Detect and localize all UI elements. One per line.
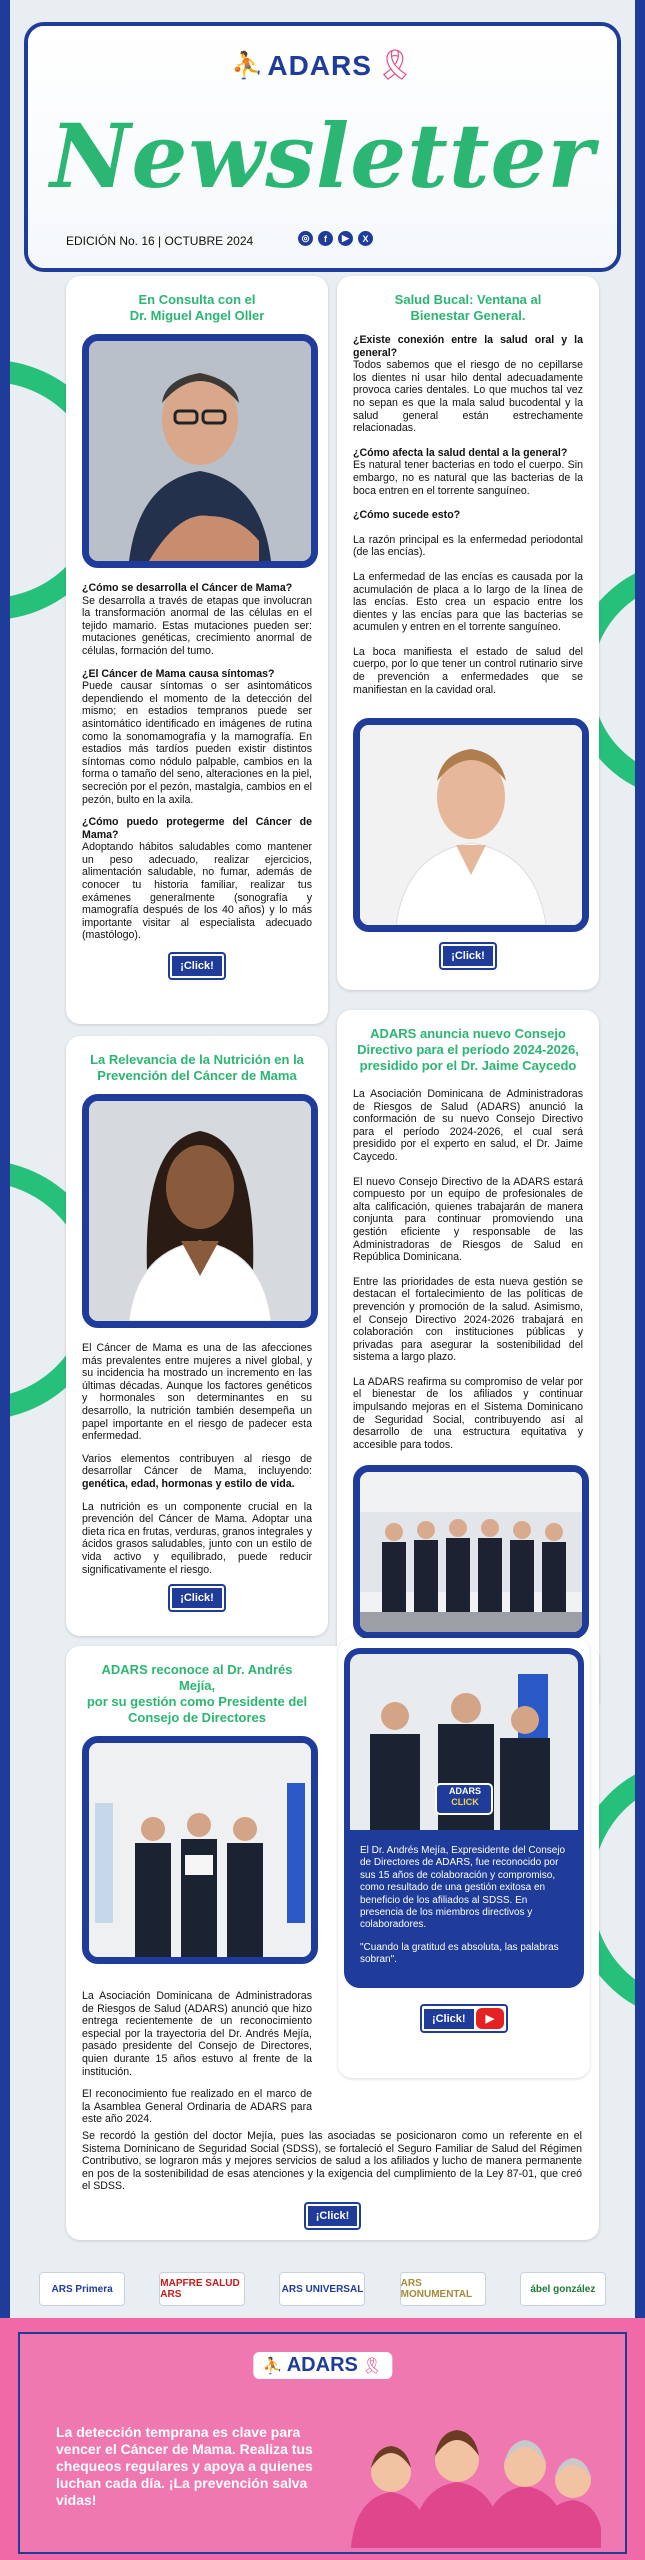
partner-logo-monumental[interactable]: ARS MONUMENTAL bbox=[400, 2272, 486, 2306]
board-group-image bbox=[360, 1472, 582, 1632]
doctor-photo bbox=[82, 334, 318, 568]
x-icon[interactable]: X bbox=[358, 231, 373, 246]
nutritionist-photo bbox=[82, 1094, 318, 1328]
youtube-icon[interactable]: ▶ bbox=[338, 231, 353, 246]
question: ¿Existe conexión entre la salud oral y la general? bbox=[353, 334, 583, 359]
newsletter-title: Newsletter bbox=[50, 104, 595, 208]
adars-logo[interactable] bbox=[231, 48, 414, 83]
footer-message: La detección temprana es clave para vencer el Cáncer de Mama. Realiza tus chequeos regulares y apoya a quienes luchan cada día. ¡La prevención salva vidas! bbox=[56, 2424, 313, 2508]
logo-text: ADARS bbox=[267, 49, 372, 81]
footer-adars-logo[interactable]: ⛹ ADARS 🎗 bbox=[253, 2352, 392, 2379]
card-title: ADARS reconoce al Dr. Andrés Mejía, por su gestión como Presidente del Consejo de Directores bbox=[86, 1662, 308, 1725]
doctor-portrait-image bbox=[89, 341, 311, 561]
partner-logo-primera[interactable]: ARS Primera bbox=[39, 2272, 125, 2306]
card-title: Salud Bucal: Ventana al Bienestar General. bbox=[394, 292, 542, 323]
question: ¿Cómo afecta la salud dental a la general? bbox=[353, 446, 568, 459]
dentist-photo bbox=[353, 718, 589, 932]
question: ¿Cómo sucede esto? bbox=[353, 509, 461, 522]
dentist-portrait-image bbox=[360, 725, 582, 925]
partner-logo-universal[interactable]: ARS UNIVERSAL bbox=[279, 2272, 365, 2306]
card-andres-mejia: ADARS reconoce al Dr. Andrés Mejía, por su gestión como Presidente del Consejo de Directores La Asociación Dominicana de Administradoras de Riesgos de Salud (ADARS) anunció que hizo entrega recientemente de un reconocimiento especial por la trayectoria del Dr. Andrés Mejía, pasado presidente del Consejo de Directores, quien durante 15 años estuvo al frente de la institución. El reconocimiento fue realizado en el marco de la Asamblea General Ordinaria de ADARS para este año 2024. ADARS CLICK El Dr. Andrés Mejía, Expresidente del Consejo de Directores de ADARS, fue reconocido por sus 15 años de colaboración y compromiso, como resultado de una gestión exitosa en beneficio de los afiliados al SDSS. En presencia de los miembros directivos y colaboradores. "Cuando la gratitud es absoluta, las palabras sobran". ¡Click! ▶ Se recordó la gestión del doctor Mejía, pues las asociadas se posicionaron como un referente en el Sistema Dominicano de Seguridad Social (SDSS), se fortaleció el Seguro Familiar de Salud del Régimen Contributivo, se lograron más y mejores servicios de salud a los afiliados y lucho de manera permanente en pos de la sostenibilidad de esas atenciones y la exigencia del cumplimiento de la Ley 87-01, que creó el SDSS. ¡Click! bbox=[66, 1646, 599, 2240]
youtube-click-button[interactable]: ¡Click! ▶ bbox=[420, 2004, 508, 2033]
click-button[interactable]: ¡Click! bbox=[304, 2202, 362, 2230]
click-button[interactable]: ¡Click! bbox=[168, 1584, 226, 1612]
newsletter-header bbox=[24, 22, 621, 272]
award-photo bbox=[82, 1736, 318, 1964]
women-group-image bbox=[341, 2388, 601, 2548]
partner-logo-mapfre[interactable]: MAPFRE SALUD ARS bbox=[159, 2272, 245, 2306]
video-caption: El Dr. Andrés Mejía, Expresidente del Consejo de Directores de ADARS, fue reconocido por sus 15 años de colaboración y compromiso, como resultado de una gestión exitosa en beneficio de los afiliados al SDSS. En presencia de los miembros directivos y colaboradores. "Cuando la gratitud es absoluta, las palabras sobran". bbox=[360, 1845, 566, 1966]
card-salud-bucal: Salud Bucal: Ventana al Bienestar General. ¿Existe conexión entre la salud oral y la general? Todos sabemos que el riesgo de no cepillarse los dientes ni usar hilo dental adecuadamente provoca caries dentales. Lo que muchos tal vez no sepan es que la mala salud bucodental y la salud general están estrechamente relacionadas. ¿Cómo afecta la salud dental a la general? Es natural tener bacterias en todo el cuerpo. Sin embargo, no es natural que las bacterias de la boca entren en el torrente sanguíneo. ¿Cómo sucede esto? La razón principal es la enfermedad periodontal (de las encías). La enfermedad de las encías es causada por la acumulación de placa a lo largo de la línea de las encías. Esto crea un espacio entre los dientes y las encías para que las bacterias se acumulen y entren en el torrente sanguíneo. La boca manifiesta el estado de salud del cuerpo, por lo que tener un control rutinario sirve de prevención a enfermedades que se manifiestan en la cavidad oral. ¡Click! bbox=[337, 276, 599, 990]
card-dr-oller: En Consulta con el Dr. Miguel Angel Oller ¿Cómo se desarrolla el Cáncer de Mama? Se desarrolla a través de etapas que involucran la transformación anormal de las células en el tejido mamario. Estas mutaciones pueden ser: mutaciones genéticas, crecimiento anormal de células, formación del tumo. ¿El Cáncer de Mama causa síntomas? Puede causar síntomas o ser asintomáticos dependiendo el momento de la detección del mismo; en estadios tempranos puede ser asintomático identificado en imágenes de rutina como la sonomamografía y la mamografía. En estadios más tardíos pueden existir distintos síntomas como nódulo palpable, cambios en la forma o tamaño del seno, alteraciones en la piel, secreción por el pezón, mastalgia, cambios en el pezón, bulto en la axila. ¿Cómo puedo protegerme del Cáncer de Mama? Adoptando hábitos saludables como mantener un peso adecuado, realizar ejercicios, alimentación saludable, no fumar, además de conocer tu historia familiar, realizar tus exámenes generalmente (sonografía y mamografía después de los 40 años) y lo más importante visitar al especialista adecuado (mastólogo). ¡Click! bbox=[66, 276, 328, 1024]
card-nutricion: La Relevancia de la Nutrición en la Prevención del Cáncer de Mama El Cáncer de Mama es una de las afecciones más prevalentes entre mujeres a nivel global, y su incidencia ha mostrado un incremento en las últimas décadas. Aunque los factores genéticos y hormonales son determinantes en su desarrollo, la nutrición también desempeña un papel importante en el riesgo de padecer esta enfermedad. Varios elementos contribuyen al riesgo de desarrollar Cáncer de Mama, incluyendo: genética, edad, hormonas y estilo de vida. La nutrición es un componente crucial en la prevención del Cáncer de Mama. Adoptar una dieta rica en frutas, verduras, granos integrales y ácidos grasos saludables, junto con un estilo de vida activo y equilibrado, puede reducir significativamente el riesgo. ¡Click! bbox=[66, 1036, 328, 1636]
pink-ribbon-icon: 🎗 bbox=[361, 2357, 383, 2375]
question: ¿Cómo se desarrolla el Cáncer de Mama? bbox=[82, 582, 293, 594]
click-button[interactable]: ¡Click! bbox=[439, 942, 497, 970]
question: ¿Cómo puedo protegerme del Cáncer de Mama? bbox=[82, 816, 312, 841]
nutritionist-portrait-image bbox=[89, 1101, 311, 1321]
people-logo-icon: ⛹ bbox=[230, 50, 264, 80]
card-title: La Relevancia de la Nutrición en la Prevención del Cáncer de Mama bbox=[90, 1052, 304, 1083]
question: ¿El Cáncer de Mama causa síntomas? bbox=[82, 667, 275, 680]
card-consejo-directivo: ADARS anuncia nuevo Consejo Directivo para el período 2024-2026, presidido por el Dr. Jaime Caycedo La Asociación Dominicana de Administradoras de Riesgos de Salud (ADARS) anunció la conformación de su nuevo Consejo Directivo para el período 2024-2026, el cual será presidido por el experto en salud, el Dr. Jaime Caycedo. El nuevo Consejo Directivo de la ADARS estará compuesto por un equipo de profesionales de alta calificación, quienes trabajarán de manera conjunta para continuar promoviendo una gestión eficiente y responsable de las Administradoras de Riesgos de Salud en República Dominicana. Entre las prioridades de esta nueva gestión se destacan el fortalecimiento de las políticas de prevención y promoción de la salud. Asimismo, el Consejo Directivo 2024-2026 trabajará en colaboración con instituciones públicas y privadas para asegurar la sostenibilidad del sistema a largo plazo. La ADARS reafirma su compromiso de velar por el bienestar de los afiliados y continuar impulsando mejoras en el Sistema Dominicano de Seguridad Social, contribuyendo así al desarrollo de una estructura equitativa y accesible para todos. bbox=[337, 1010, 599, 1714]
card-title: ADARS anuncia nuevo Consejo Directivo para el período 2024-2026, presidido por el Dr. Jaime Caycedo bbox=[357, 1026, 579, 1073]
board-photo bbox=[353, 1465, 589, 1639]
footer-banner bbox=[0, 2318, 645, 2560]
click-button[interactable]: ¡Click! bbox=[168, 952, 226, 980]
pink-ribbon-icon: 🎗 bbox=[375, 49, 415, 82]
card-title: En Consulta con el Dr. Miguel Angel Oller bbox=[129, 292, 265, 323]
edition-label: EDICIÓN No. 16 | OCTUBRE 2024 bbox=[66, 234, 254, 248]
video-card bbox=[338, 1638, 590, 2078]
social-links bbox=[298, 231, 373, 246]
people-logo-icon: ⛹ bbox=[262, 2357, 283, 2375]
youtube-icon: ▶ bbox=[476, 2008, 504, 2029]
video-badge: ADARS CLICK bbox=[448, 1786, 481, 1807]
facebook-icon[interactable]: f bbox=[318, 231, 333, 246]
partner-logo-abel-gonzalez[interactable]: ábel gonzález bbox=[520, 2272, 606, 2306]
partner-logos bbox=[0, 2268, 645, 2310]
video-panel[interactable] bbox=[344, 1648, 584, 1988]
instagram-icon[interactable]: ◎ bbox=[298, 231, 313, 246]
award-ceremony-image bbox=[89, 1743, 311, 1957]
